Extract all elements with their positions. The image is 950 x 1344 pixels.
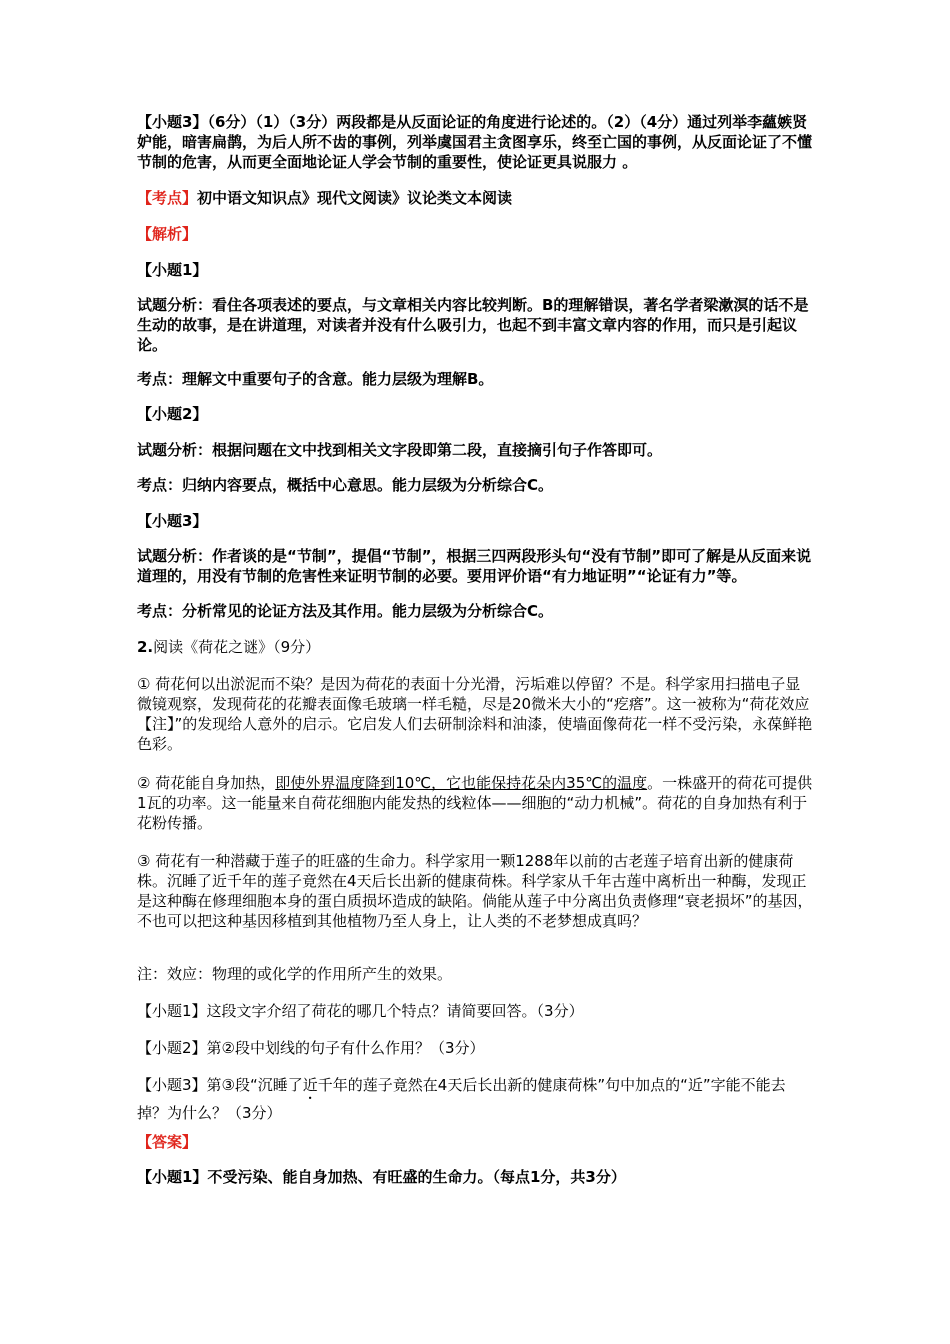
analysis-1-text: 试题分析：看住各项表述的要点，与文章相关内容比较判断。B的理解错误，著名学者梁漱溟的话不是生动的故事，是在讲道理，对读者并没有什么吸引力，也起不到丰富文章内容的作用，而只是引起议论。 [137, 296, 809, 354]
analysis-2-point: 考点：归纳内容要点，概括中心意思。能力层级为分析综合C。 [137, 476, 554, 494]
question-2-sub-2: 【小题2】第②段中划线的句子有什么作用？（3分） [137, 1039, 485, 1057]
analysis-2-text: 试题分析：根据问题在文中找到相关文字段即第二段，直接摘引句子作答即可。 [137, 441, 663, 459]
para2-after: 。一株盛开的荷花可提供1瓦的功率。这一能量来自荷花细胞内能发热的线粒体——细胞的“动力机械”。荷花的自身加热有利于花粉传播。 [137, 774, 813, 832]
kaodian-text: 初中语文知识点》现代文阅读》议论类文本阅读 [197, 189, 513, 207]
analysis-3-point: 考点：分析常见的论证方法及其作用。能力层级为分析综合C。 [137, 602, 554, 620]
jiexi-label: 【解析】 [137, 225, 198, 243]
analysis-1-title: 【小题1】 [137, 261, 208, 279]
passage-paragraph-3: ③ 荷花有一种潜藏于莲子的旺盛的生命力。科学家用一颗1288年以前的古老莲子培育出新的健康荷株。沉睡了近千年的莲子竟然在4天后长出新的健康荷株。科学家从千年古莲中离析出一种酶，发现正是这种酶在修理细胞本身的蛋白质损坏造成的缺陷。倘能从莲子中分离出负责修理“衰老损坏”的基因，不也可以把这种基因移植到其他植物乃至人身上，让人类的不老梦想成真吗？ [137, 852, 813, 930]
question-2-heading [137, 637, 813, 657]
q3-after: 千年的莲子竟然在4天后长出新的健康荷株”句中加点的“近”字能不能去掉？为什么？（3分） [137, 1076, 786, 1122]
footnote: 注：效应：物理的或化学的作用所产生的效果。 [137, 965, 453, 983]
kaodian-label: 【考点】 [137, 189, 198, 207]
analysis-3-text: 试题分析：作者谈的是“节制”，提倡“节制”，根据三四两段形头句“没有节制”即可了解是从反面来说道理的，用没有节制的危害性来证明节制的必要。要用评价语“有力地证明”“论证有力”等。 [137, 547, 812, 585]
q3-answer-label: 【小题3】 [137, 113, 208, 131]
q3-answer [137, 112, 813, 172]
question-2-sub-1: 【小题1】这段文字介绍了荷花的哪几个特点？请简要回答。（3分） [137, 1002, 584, 1020]
question-2-title: 阅读《荷花之谜》（9分） [153, 638, 321, 656]
q3-answer-text: （6分）（1）（3分）两段都是从反面论证的角度进行论述的。（2）（4分）通过列举李蘊嫉贤妒能，暗害扁鹊，为后人所不齿的事例，列举虞国君主贪图享乐，终至亡国的事例，从反面论证了不懂节制的危害，从而更全面地论证人学会节制的重要性，使论证更具说服力 。 [137, 113, 813, 171]
q3-before: 【小题3】第③段“沉睡了 [137, 1076, 303, 1094]
kaodian-line [137, 188, 813, 208]
analysis-2-title: 【小题2】 [137, 405, 208, 423]
para2-underlined-sentence: 即使外界温度降到10℃，它也能保持花朵内35℃的温度 [275, 774, 648, 792]
passage-paragraph-1: ① 荷花何以出淤泥而不染？是因为荷花的表面十分光滑，污垢难以停留？不是。科学家用扫描电子显微镜观察，发现荷花的花瓣表面像毛玻璃一样毛糙，尽是20微米大小的“疙瘩”。这一被称为“荷花效应【注】”的发现给人意外的启示。它启发人们去研制涂料和油漆，使墙面像荷花一样不受污染，永葆鲜艳色彩。 [137, 675, 813, 753]
daan-label: 【答案】 [137, 1133, 198, 1151]
answer-1: 【小题1】不受污染、能自身加热、有旺盛的生命力。（每点1分，共3分） [137, 1168, 626, 1186]
analysis-3-title: 【小题3】 [137, 512, 208, 530]
passage-paragraph-2 [137, 773, 813, 833]
analysis-1-point: 考点：理解文中重要句子的含意。能力层级为理解B。 [137, 370, 494, 388]
question-2-sub-3 [137, 1075, 813, 1123]
question-2-number: 2. [137, 638, 154, 656]
q3-dotted-char: 近 [302, 1076, 318, 1094]
para2-before: ② 荷花能自身加热， [137, 774, 276, 792]
